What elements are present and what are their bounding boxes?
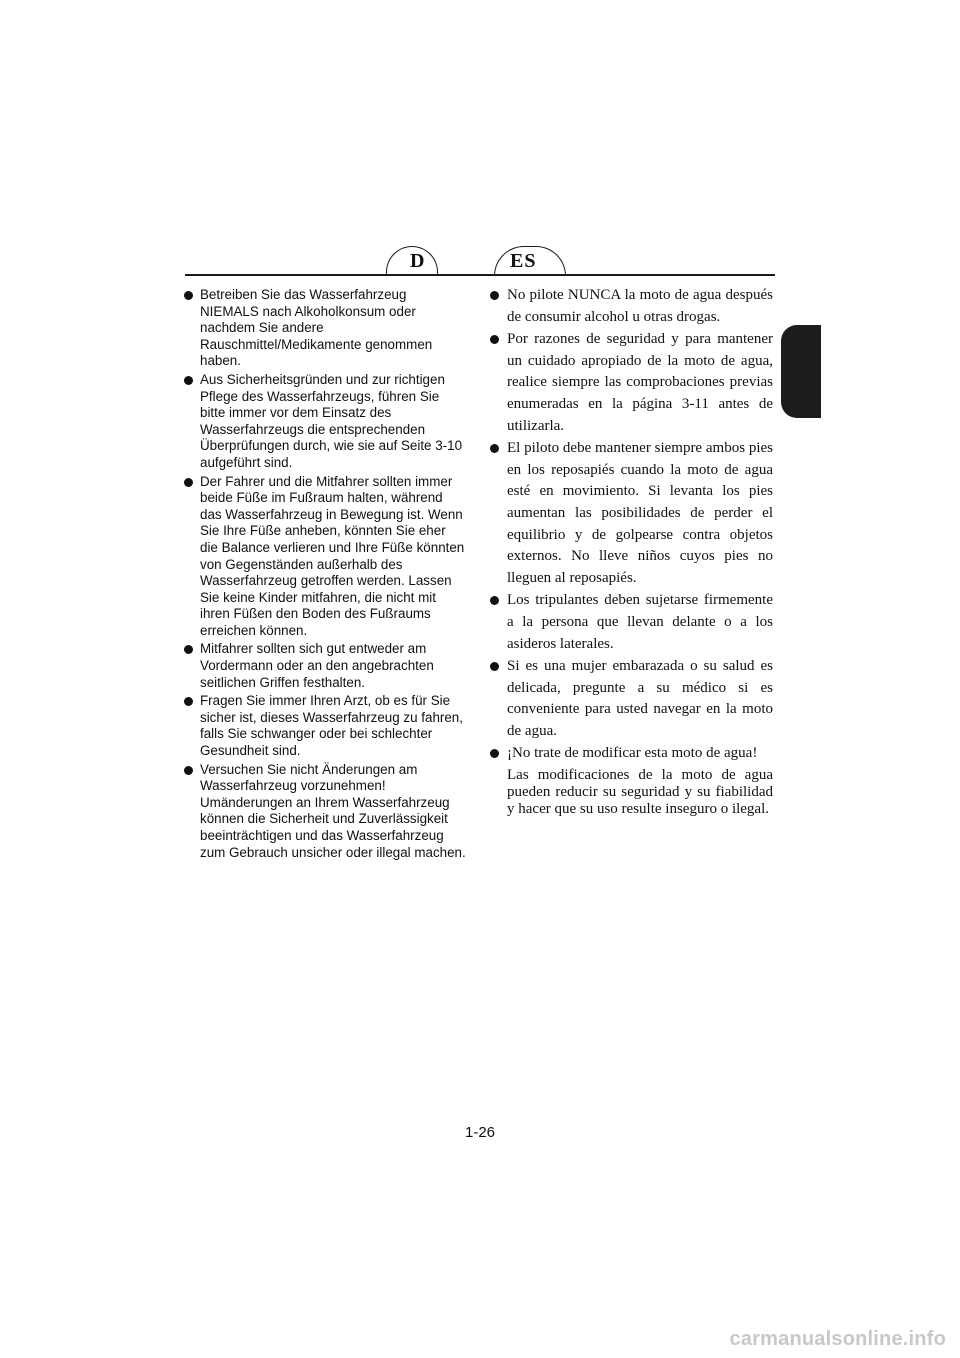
list-item bbox=[184, 641, 466, 691]
bullet-icon bbox=[184, 697, 193, 706]
list-item-text: Aus Sicherheitsgründen und zur richtigen Pflege des Wasserfahrzeugs, führen Sie bitte immer vor dem Einsatz des Wasserfahrzeugs die entsprechenden Überprüfungen durch, wie sie auf Seite 3-10 aufgeführt sind. bbox=[200, 371, 463, 470]
list-item-text: Der Fahrer und die Mitfahrer sollten immer beide Füße im Fußraum halten, während das Wasserfahrzeug in Bewegung ist. Wenn Sie Ihre Füße anheben, könnten Sie eher die Balance verlieren und Ihre Füße könnten von Gegenständen außerhalb des Wasserfahrzeug getroffen werden. Lassen Sie keine Kinder mitfahren, die nicht mit ihren Füßen den Boden des Fußraums erreichen können. bbox=[200, 473, 465, 638]
list-item bbox=[184, 693, 466, 759]
bullet-icon bbox=[490, 749, 499, 758]
watermark-logo: carmanualsonline.info bbox=[729, 1328, 946, 1350]
chapter-thumb-tab bbox=[781, 325, 821, 418]
list-item bbox=[490, 285, 773, 328]
list-item-text: Si es una mujer embarazada o su salud es delicada, pregunte a su médico si es conveniente para usted navegar en la moto de agua. bbox=[507, 658, 773, 739]
bullet-icon bbox=[490, 444, 499, 453]
bullet-icon bbox=[490, 596, 499, 605]
list-item-text: Mitfahrer sollten sich gut entweder am Vordermann oder an den angebrachten seitlichen Griffen festhalten. bbox=[200, 641, 434, 690]
list-item-text: Versuchen Sie nicht Änderungen am Wasserfahrzeug vorzunehmen! bbox=[200, 761, 418, 794]
list-item bbox=[490, 743, 773, 818]
bullet-icon bbox=[490, 662, 499, 671]
list-item bbox=[184, 474, 466, 640]
list-item bbox=[184, 287, 466, 370]
list-item-text: No pilote NUNCA la moto de agua después de consumir alcohol u otras drogas. bbox=[507, 287, 773, 325]
list-item-note: Umänderungen an Ihrem Wasserfahrzeug können die Sicherheit und Zuverlässigkeit beeinträchtigen und das Wasserfahrzeug zum Gebrauch unsicher oder illegal machen. bbox=[200, 794, 466, 860]
list-item-note: Las modificaciones de la moto de agua pueden reducir su seguridad y su fiabilidad y hacer que su uso resulte inseguro o ilegal. bbox=[507, 767, 773, 818]
bullet-icon bbox=[184, 376, 193, 385]
list-item bbox=[490, 656, 773, 742]
bullet-icon bbox=[490, 291, 499, 300]
list-item-text: Betreiben Sie das Wasserfahrzeug NIEMALS nach Alkoholkonsum oder nachdem Sie andere Rauschmittel/Medikamente genommen haben. bbox=[200, 287, 433, 369]
list-item bbox=[184, 372, 466, 472]
bullet-icon bbox=[184, 478, 193, 487]
spanish-safety-list bbox=[490, 285, 773, 819]
list-item-text: Fragen Sie immer Ihren Arzt, ob es für Sie sicher ist, dieses Wasserfahrzeug zu fahren, falls Sie schwanger oder bei schlechter Gesundheit sind. bbox=[200, 693, 463, 759]
header-rule bbox=[185, 274, 775, 276]
list-item bbox=[490, 329, 773, 437]
language-label-spanish: ES bbox=[510, 250, 537, 272]
list-item-text: El piloto debe mantener siempre ambos pies en los reposapiés cuando la moto de agua esté en movimiento. Si levanta los pies aumentan las posibilidades de perder el equilibrio y de golpearse contra objetos externos. No lleve niños cuyos pies no lleguen al reposapiés. bbox=[507, 440, 773, 586]
list-item bbox=[490, 438, 773, 589]
bullet-icon bbox=[184, 291, 193, 300]
page-header bbox=[185, 248, 775, 278]
bullet-icon bbox=[184, 645, 193, 654]
list-item-text: ¡No trate de modificar esta moto de agua! bbox=[507, 745, 758, 762]
list-item-text: Los tripulantes deben sujetarse firmemente a la persona que llevan delante o a los asideros laterales. bbox=[507, 592, 773, 652]
page-number: 1-26 bbox=[464, 1124, 496, 1141]
bullet-icon bbox=[184, 766, 193, 775]
list-item bbox=[184, 762, 466, 862]
language-label-german: D bbox=[410, 250, 426, 272]
list-item bbox=[490, 590, 773, 655]
bullet-icon bbox=[490, 335, 499, 344]
german-safety-list bbox=[184, 287, 466, 863]
list-item-text: Por razones de seguridad y para mantener un cuidado apropiado de la moto de agua, realice siempre las comprobaciones previas enumeradas en la página 3-11 antes de utilizarla. bbox=[507, 331, 773, 434]
